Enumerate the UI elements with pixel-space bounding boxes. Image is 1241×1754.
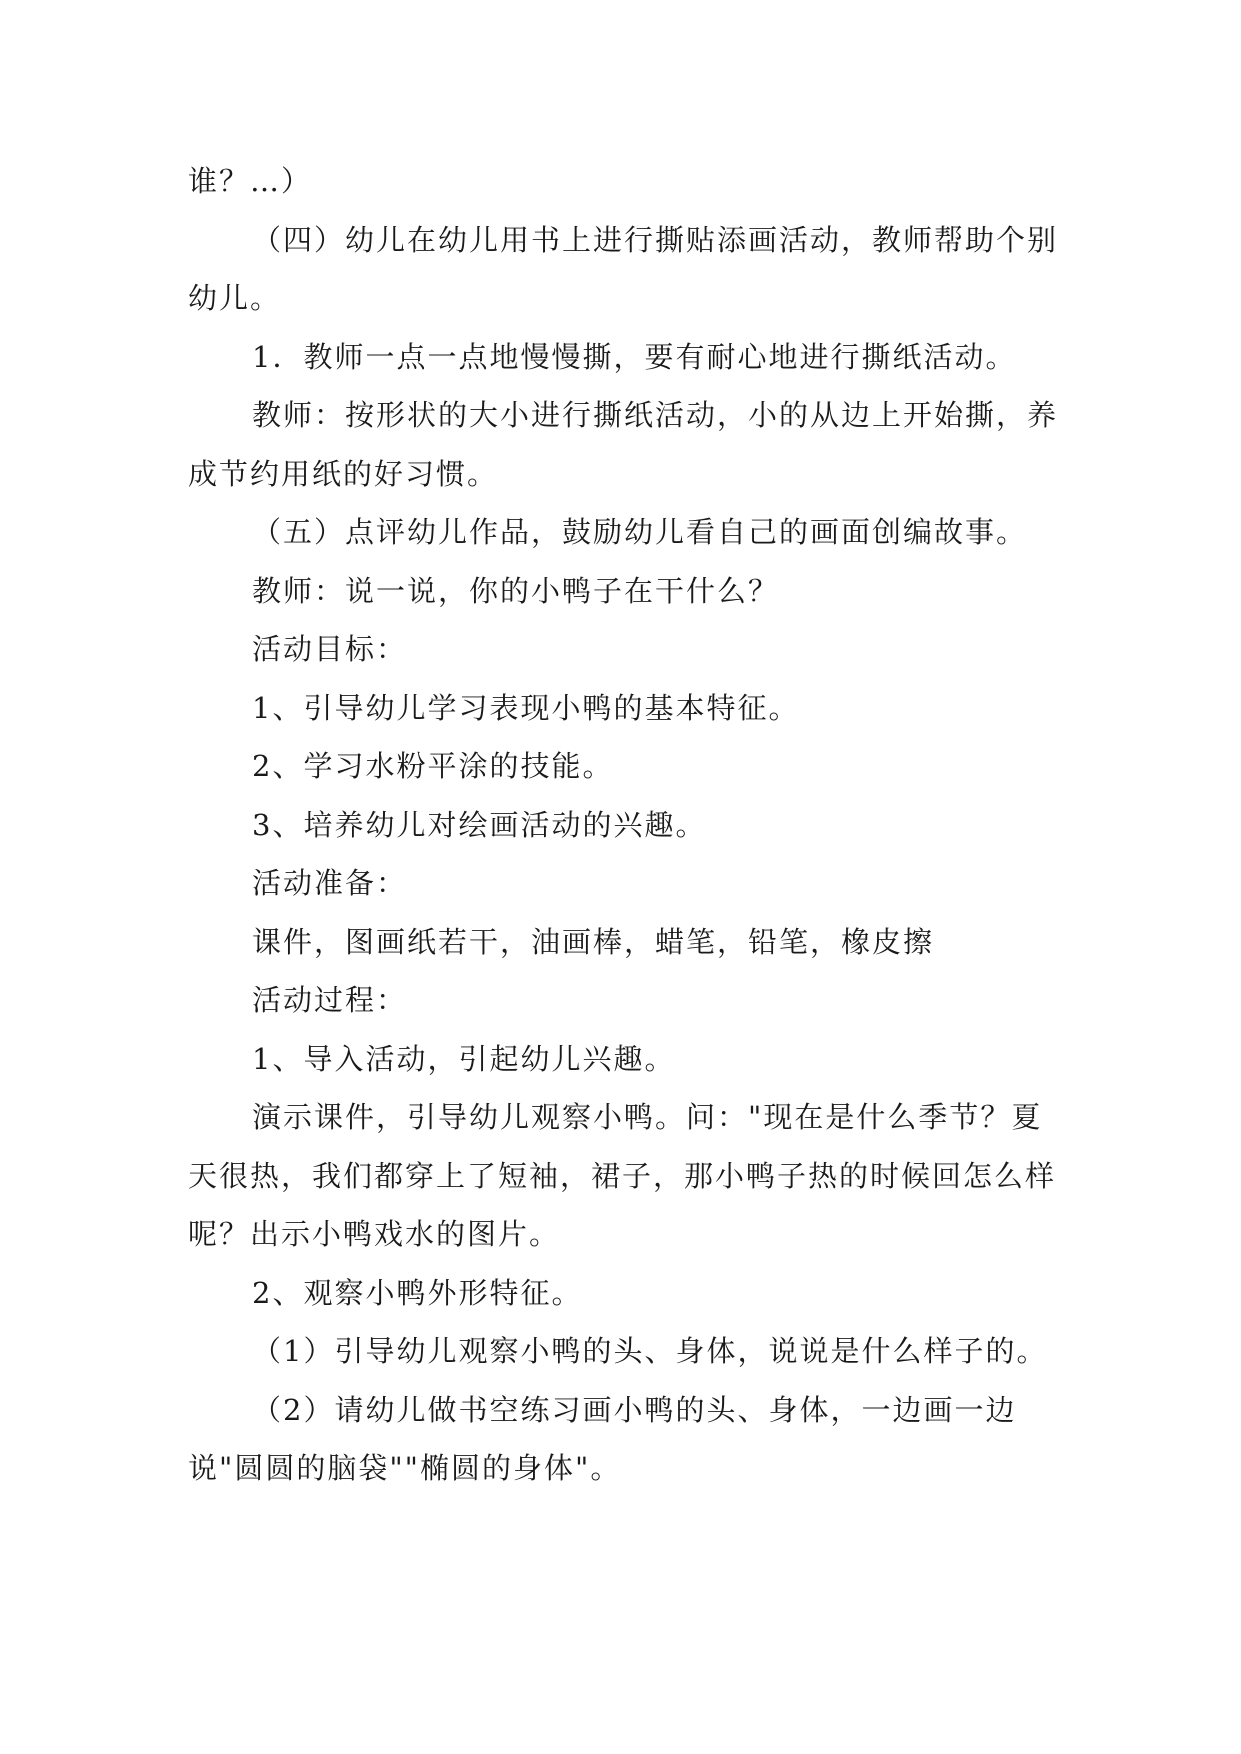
process-step-2-sub-1: （1）引导幼儿观察小鸭的头、身体，说说是什么样子的。 [252, 1334, 1048, 1368]
process-step-2: 2、观察小鸭外形特征。 [252, 1275, 583, 1310]
process-step-1: 1、导入活动，引起幼儿兴趣。 [252, 1041, 676, 1076]
process-step-1-detail: 演示课件，引导幼儿观察小鸭。问："现在是什么季节？夏天很热，我们都穿上了短袖，裙子，那小鸭子热的时候回怎么样呢？出示小鸭戏水的图片。 [188, 1100, 1057, 1251]
heading-activity-preparation: 活动准备： [252, 866, 408, 900]
goal-item-3: 3、培养幼儿对绘画活动的兴趣。 [252, 807, 707, 842]
goal-item-2: 2、学习水粉平涂的技能。 [252, 749, 614, 783]
process-step-2-sub-2: （2）请幼儿做书空练习画小鸭的头、身体，一边画一边说"圆圆的脑袋""椭圆的身体"。 [188, 1392, 1017, 1485]
document-body [188, 152, 1068, 1498]
paragraph-step-five: （五）点评幼儿作品，鼓励幼儿看自己的画面创编故事。 [252, 515, 1028, 549]
heading-activity-process: 活动过程： [252, 983, 408, 1017]
paragraph-teacher-instruction: 教师：按形状的大小进行撕纸活动，小的从边上开始撕，养成节约用纸的好习惯。 [188, 398, 1059, 491]
paragraph-teacher-tearing: 1．教师一点一点地慢慢撕，要有耐心地进行撕纸活动。 [252, 339, 1017, 374]
paragraph-teacher-question: 教师：说一说，你的小鸭子在干什么？ [252, 573, 780, 608]
heading-activity-goals: 活动目标： [252, 632, 408, 666]
paragraph-continuation: 谁？…） [188, 164, 313, 198]
goal-item-1: 1、引导幼儿学习表现小鸭的基本特征。 [252, 690, 800, 725]
preparation-materials: 课件，图画纸若干，油画棒，蜡笔，铅笔，橡皮擦 [252, 924, 935, 959]
paragraph-step-four: （四）幼儿在幼儿用书上进行撕贴添画活动，教师帮助个别幼儿。 [188, 222, 1059, 315]
